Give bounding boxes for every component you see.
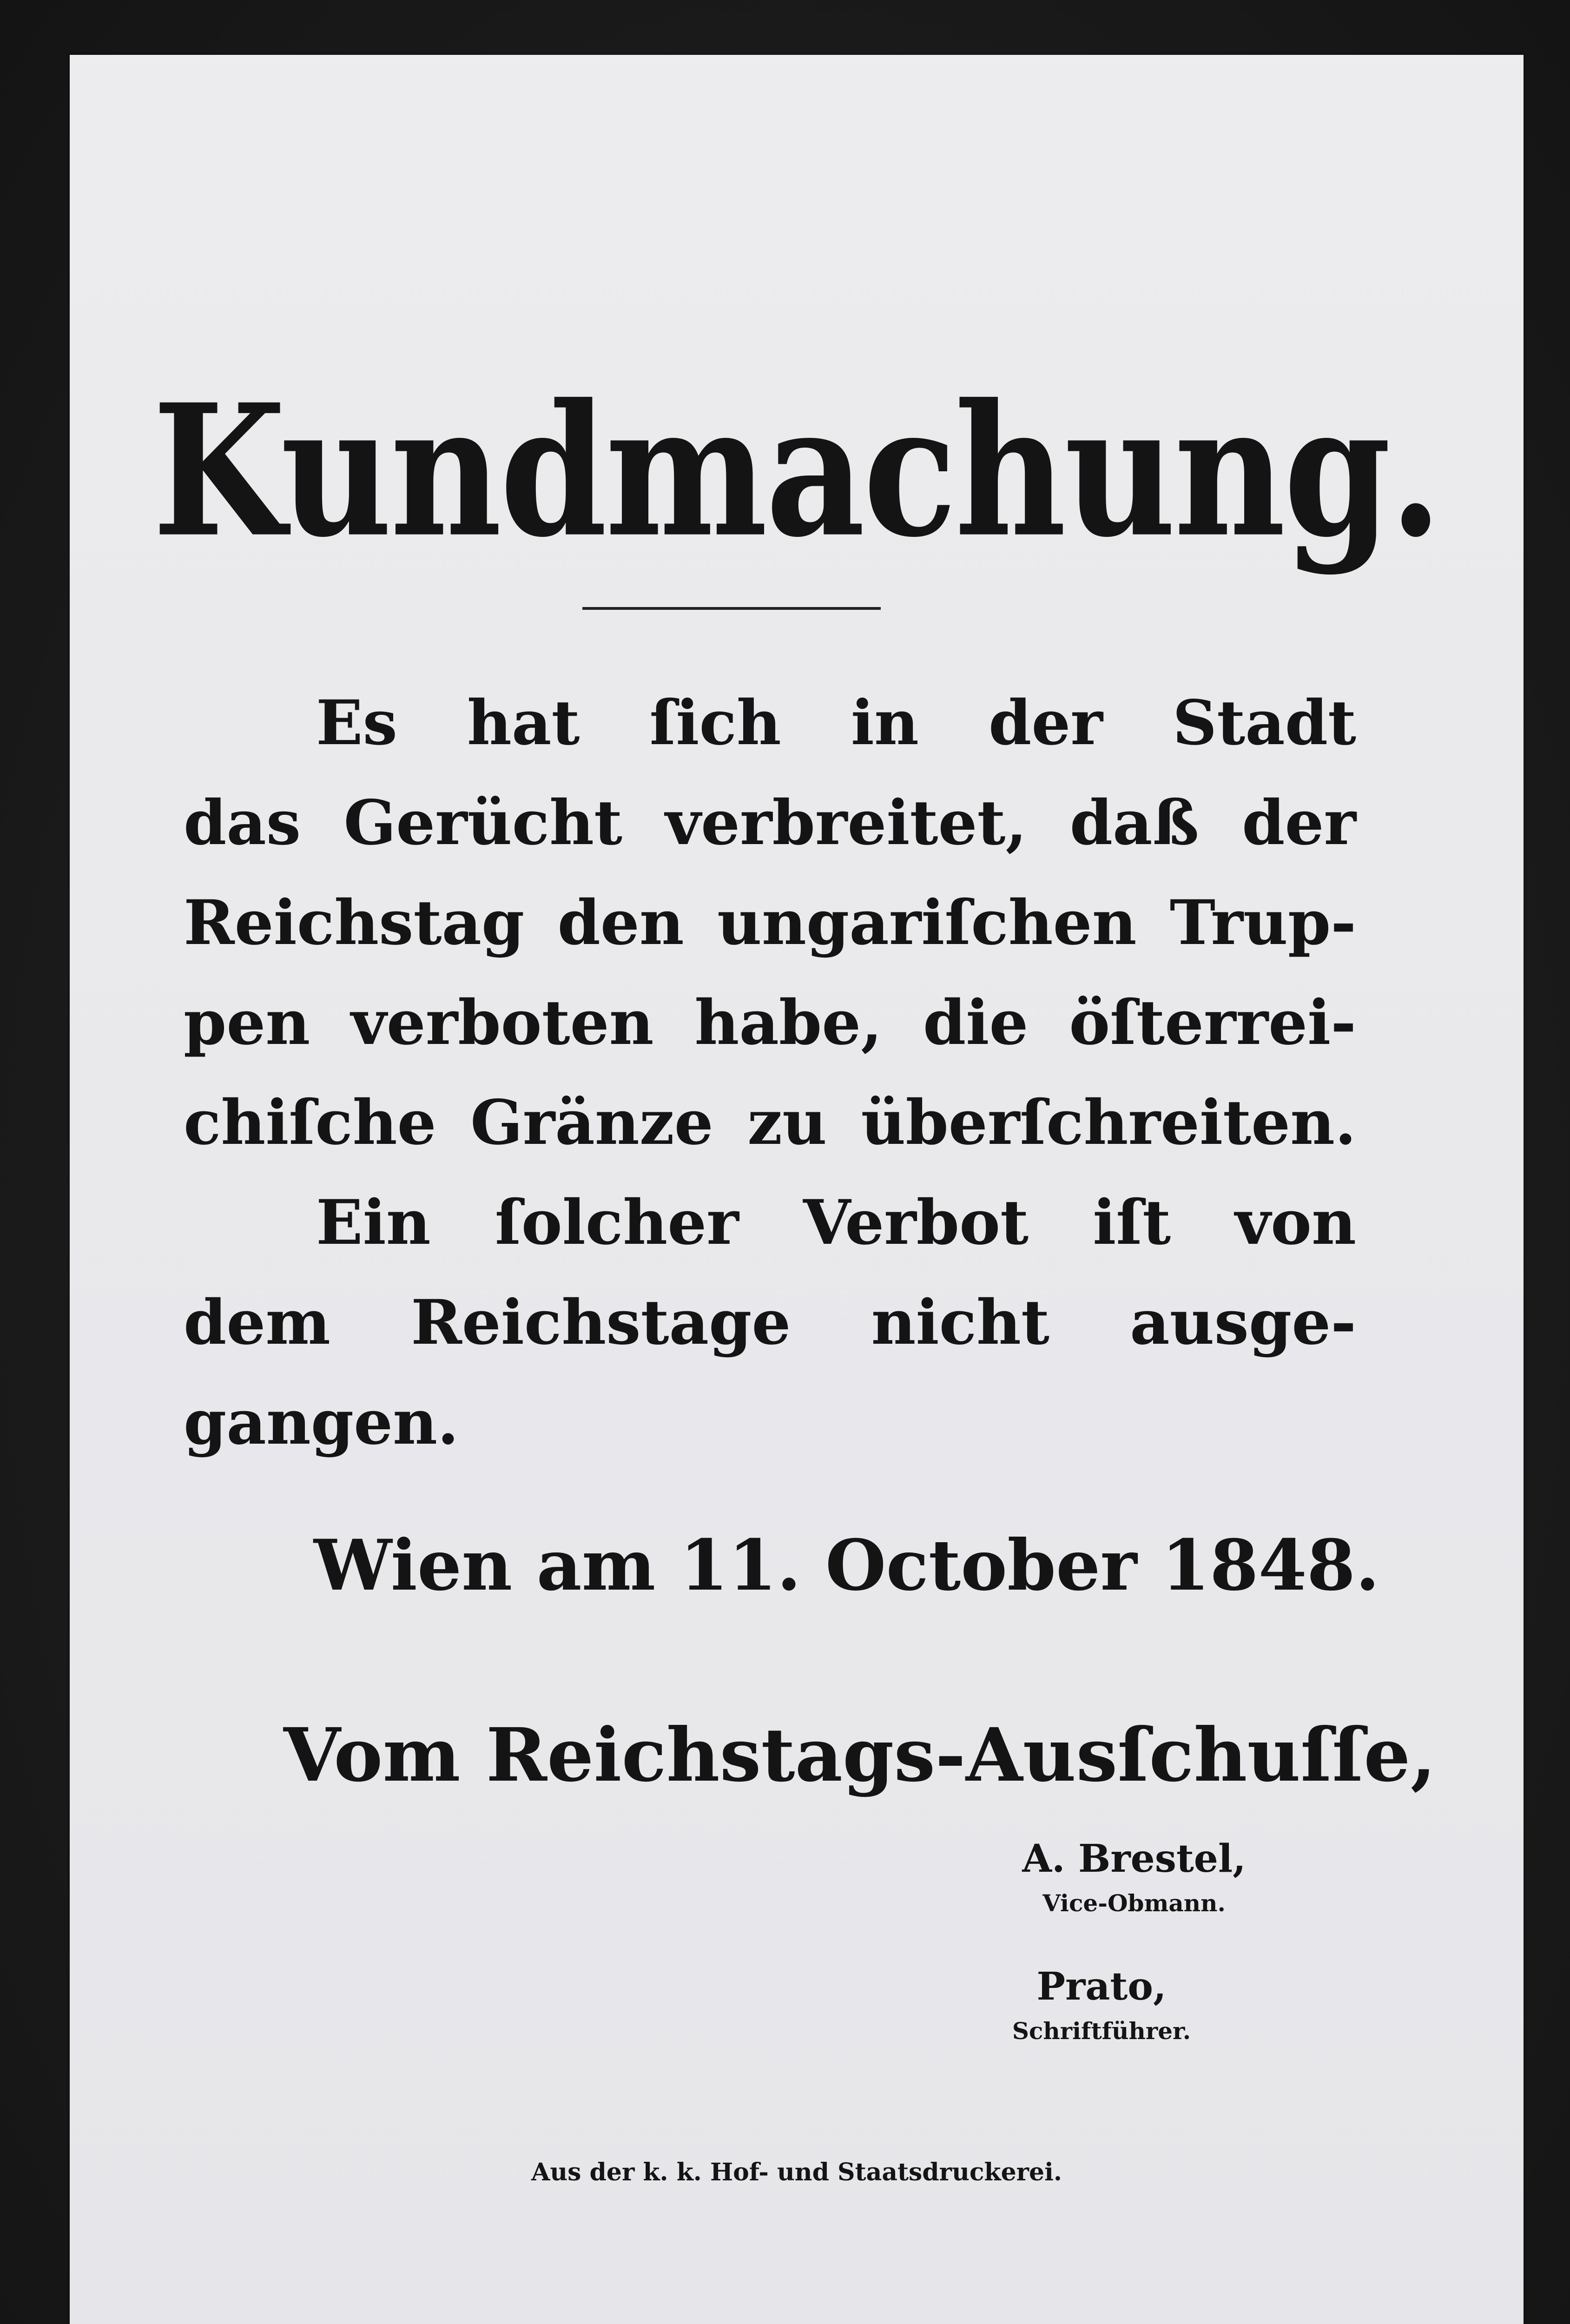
- body-line: das Gerücht verbreitet, daß der: [184, 787, 1356, 859]
- title-divider: [582, 607, 881, 610]
- body-line: gangen.: [184, 1386, 459, 1459]
- notice-title: Kundmachung.: [152, 364, 1441, 577]
- notice-date: Wien am 11. October 1848.: [314, 1525, 1380, 1606]
- body-line: dem Reichstage nicht ausge-: [184, 1287, 1356, 1359]
- body-line: Es hat ſich in der Stadt: [316, 687, 1356, 759]
- body-line: Ein ſolcher Verbot iſt von: [316, 1187, 1356, 1259]
- poster-sheet: [70, 55, 1524, 2324]
- body-line: chiſche Gränze zu überſchreiten.: [184, 1087, 1356, 1159]
- notice-body: [184, 673, 1356, 1472]
- committee-line: Vom Reichstags-Ausſchuſſe,: [284, 1712, 1436, 1798]
- signatory-name: Prato,: [1036, 1964, 1167, 2009]
- signatory-role: Vice-Obmann.: [1042, 1889, 1226, 1917]
- signatory-name: A. Brestel,: [1022, 1836, 1246, 1881]
- body-line: Reichstag den ungariſchen Trup-: [184, 887, 1356, 959]
- body-line: pen verboten habe, die öſterrei-: [184, 987, 1356, 1059]
- signature-block: [971, 1836, 1297, 1917]
- signature-block: [939, 1964, 1264, 2045]
- printer-imprint: Aus der k. k. Hof- und Staatsdruckerei.: [531, 2158, 1062, 2186]
- signatory-role: Schriftführer.: [1012, 2017, 1191, 2045]
